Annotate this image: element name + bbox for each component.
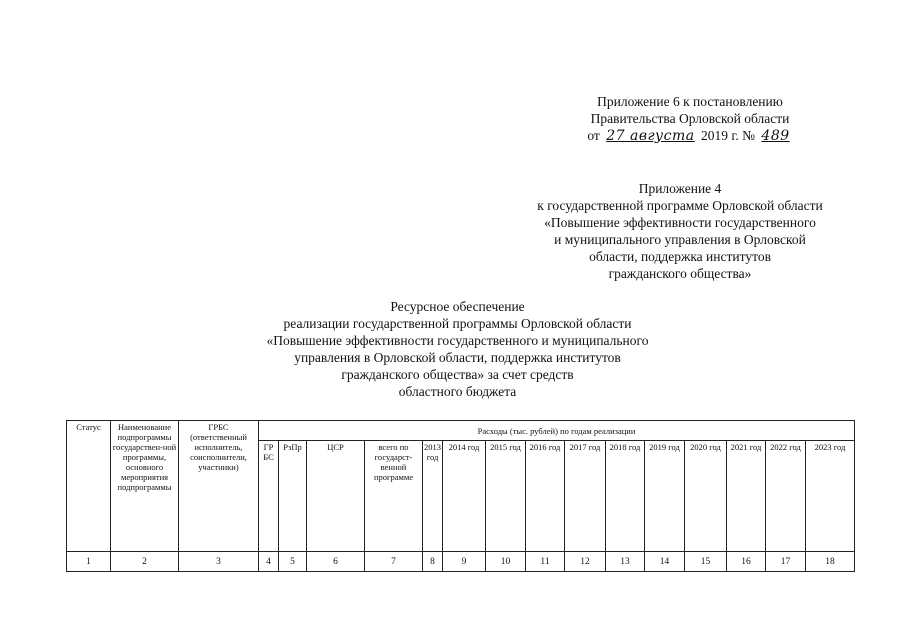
column-number: 14 (645, 552, 685, 572)
header-year-2013: 2013 год (423, 441, 443, 552)
header-total: всего по государст-венной программе (365, 441, 423, 552)
title-line: областного бюджета (398, 384, 517, 399)
appendix-4-line: гражданского общества» (608, 266, 752, 281)
header-year-2017: 2017 год (565, 441, 606, 552)
column-number: 13 (606, 552, 645, 572)
column-number: 17 (766, 552, 806, 572)
header-grbs: ГРБС (ответственный исполнитель, соисполнители, участники) (179, 421, 259, 552)
title-line: управления в Орловской области, поддержка институтов (294, 350, 621, 365)
header-year-2021: 2021 год (727, 441, 766, 552)
header-year-2016: 2016 год (526, 441, 565, 552)
header-year-2022: 2022 год (766, 441, 806, 552)
header-rzpr: РзПр (279, 441, 307, 552)
header-name: Наименование подпрограммы государствен-ной программы, основного мероприятия подпрограммы (111, 421, 179, 552)
header-year-2020: 2020 год (685, 441, 727, 552)
column-number: 12 (565, 552, 606, 572)
appendix-4-line: Приложение 4 (638, 181, 722, 196)
column-number: 9 (443, 552, 486, 572)
appendix-6-header (545, 93, 835, 145)
appendix-6-date-line (545, 127, 835, 145)
year-text: 2019 г. № (701, 128, 756, 143)
title-line: Ресурсное обеспечение (390, 299, 525, 314)
appendix-4-line: к государственной программе Орловской области (537, 198, 823, 213)
column-number: 5 (279, 552, 307, 572)
column-number: 3 (179, 552, 259, 572)
column-number: 15 (685, 552, 727, 572)
header-year-2018: 2018 год (606, 441, 645, 552)
title-line: гражданского общества» за счет средств (341, 367, 574, 382)
resource-table (66, 420, 855, 572)
title-line: реализации государственной программы Орловской области (283, 316, 632, 331)
header-year-2014: 2014 год (443, 441, 486, 552)
appendix-6-line-2: Правительства Орловской области (590, 111, 790, 126)
appendix-4-line: области, поддержка институтов (589, 249, 771, 264)
appendix-4-line: «Повышение эффективности государственного (544, 215, 816, 230)
date-prefix: от (587, 128, 600, 143)
column-number: 11 (526, 552, 565, 572)
header-year-2019: 2019 год (645, 441, 685, 552)
header-csr: ЦСР (307, 441, 365, 552)
column-number: 10 (486, 552, 526, 572)
header-year-2023: 2023 год (806, 441, 855, 552)
column-number-row (67, 552, 855, 572)
column-number: 1 (67, 552, 111, 572)
handwritten-date: 27 августа (606, 128, 695, 144)
title-line: «Повышение эффективности государственного и муниципального (266, 333, 649, 348)
column-number: 4 (259, 552, 279, 572)
header-expenses: Расходы (тыс. рублей) по годам реализации (259, 421, 855, 441)
column-number: 8 (423, 552, 443, 572)
column-number: 18 (806, 552, 855, 572)
document-title (215, 298, 700, 400)
column-number: 2 (111, 552, 179, 572)
handwritten-number: 489 (761, 128, 790, 144)
appendix-4-line: и муниципального управления в Орловской (554, 232, 806, 247)
header-grbs-code: ГР БС (259, 441, 279, 552)
column-number: 16 (727, 552, 766, 572)
appendix-4-header (505, 180, 855, 282)
header-status: Статус (67, 421, 111, 552)
column-number: 6 (307, 552, 365, 572)
column-number: 7 (365, 552, 423, 572)
appendix-6-line-1: Приложение 6 к постановлению (597, 94, 783, 109)
header-year-2015: 2015 год (486, 441, 526, 552)
